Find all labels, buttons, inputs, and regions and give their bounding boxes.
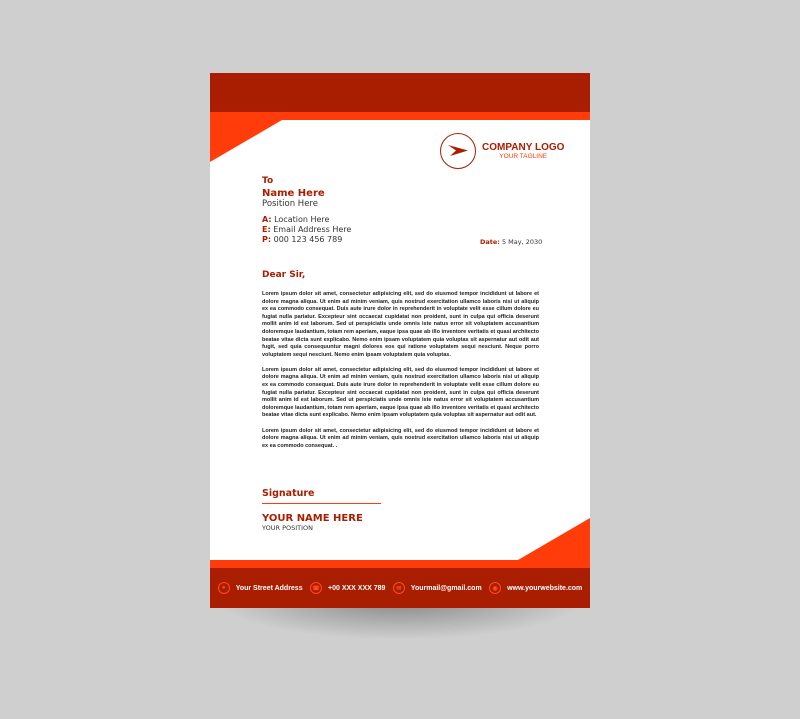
phone-label: P: xyxy=(262,235,272,244)
logo-arrow-icon xyxy=(440,133,476,169)
signature-line xyxy=(262,503,381,504)
footer-website xyxy=(489,582,582,594)
footer-accent-triangle xyxy=(518,518,590,560)
date-label: Date: xyxy=(480,238,500,246)
address-label: A: xyxy=(262,215,272,224)
footer-email xyxy=(393,582,482,594)
company-name: COMPANY LOGO xyxy=(482,142,565,153)
signer-position: YOUR POSITION xyxy=(262,524,314,532)
footer-email-text: Yourmail@gmail.com xyxy=(410,584,482,592)
company-logo xyxy=(440,133,564,169)
recipient-position: Position Here xyxy=(262,199,318,209)
footer-website-text: www.yourwebsite.com xyxy=(507,584,583,592)
paragraph: Lorem ipsum dolor sit amet, consectetur adipisicing elit, sed do eiusmod tempor incididunt ut labore et dolore magna aliqua. Ut enim ad minim veniam, quis nostrud exercitation ullamco laboris nisi ut aliquip ex ea commodo consequat. Duis aute irure dolor in reprehenderit in voluptate velit esse cillum dolore eu fugiat nulla pariatur. Excepteur sint occaecat cupidatat non proident, sunt in culpa qui officia deserunt mollit anim id est laborum. Sed ut perspiciatis unde omnis iste natus error sit voluptatem accusantium doloremque laudantium, totam rem aperiam, eaque ipsa quae ab illo inventore veritatis et quasi architecto beatae vitae dicta sunt explicabo. Nemo enim ipsam voluptatem quia voluptas sit aspernatur aut odit aut fugit, sed quia consequuntur magni dolores eos qui ratione voluptatem sequi nesciunt. Neque porro voluptatem sequi nesciunt. Nemo enim ipsam voluptatem quia voluptas. xyxy=(262,291,539,358)
header-accent-triangle xyxy=(210,120,282,162)
signature-block xyxy=(262,488,381,532)
letterhead-page xyxy=(210,73,590,608)
recipient-block xyxy=(262,176,325,209)
location-pin-icon: ● xyxy=(218,582,230,594)
date-value: 5 May, 2030 xyxy=(501,238,543,246)
signature-label: Signature xyxy=(262,488,315,499)
phone-value: 000 123 456 789 xyxy=(273,235,343,244)
footer-address-text: Your Street Address xyxy=(235,584,303,592)
signer-name: YOUR NAME HERE xyxy=(262,513,363,524)
header-accent-strip xyxy=(210,112,590,120)
mail-icon: ✉ xyxy=(393,582,405,594)
address-value: Location Here xyxy=(274,215,330,224)
header-band xyxy=(210,73,590,112)
to-label: To xyxy=(262,176,274,186)
letter-body xyxy=(262,291,539,458)
greeting: Dear Sir, xyxy=(262,270,306,280)
email-value: Email Address Here xyxy=(273,225,352,234)
globe-icon: ◉ xyxy=(489,582,501,594)
recipient-name: Name Here xyxy=(262,188,325,199)
footer-phone xyxy=(310,582,385,594)
paragraph: Lorem ipsum dolor sit amet, consectetur adipisicing elit, sed do eiusmod tempor incididunt ut labore et dolore magna aliqua. Ut enim ad minim veniam, quis nostrud exercitation ullamco laboris nisi ut aliquip ex ea commodo consequat. Duis aute irure dolor in reprehenderit in voluptate velit esse cillum dolore eu fugiat nulla pariatur. Excepteur sint occaecat cupidatat non proident, sunt in culpa qui officia deserunt mollit anim id est laborum. Sed ut perspiciatis unde omnis iste natus error sit voluptatem accusantium doloremque laudantium, totam rem aperiam, eaque ipsa quae ab illo inventore veritatis et quasi architecto beatae vitae dicta sunt explicabo. Nemo enim ipsam voluptatem quia voluptas sit aspernatur aut odit aut. xyxy=(262,366,539,419)
footer-address xyxy=(218,582,303,594)
date xyxy=(480,238,542,246)
phone-icon: ☎ xyxy=(310,582,322,594)
footer-accent-strip xyxy=(210,560,590,568)
footer-phone-text: +00 XXX XXX 789 xyxy=(328,584,386,592)
footer xyxy=(210,568,590,608)
email-label: E: xyxy=(262,225,271,234)
paragraph: Lorem ipsum dolor sit amet, consectetur adipisicing elit, sed do eiusmod tempor incididunt ut labore et dolore magna aliqua. Ut enim ad minim veniam, quis nostrud exercitation ullamco laboris nisi ut aliquip ex ea commodo consequat. . xyxy=(262,427,539,449)
company-tagline: YOUR TAGLINE xyxy=(499,153,548,160)
recipient-contact xyxy=(262,215,351,245)
